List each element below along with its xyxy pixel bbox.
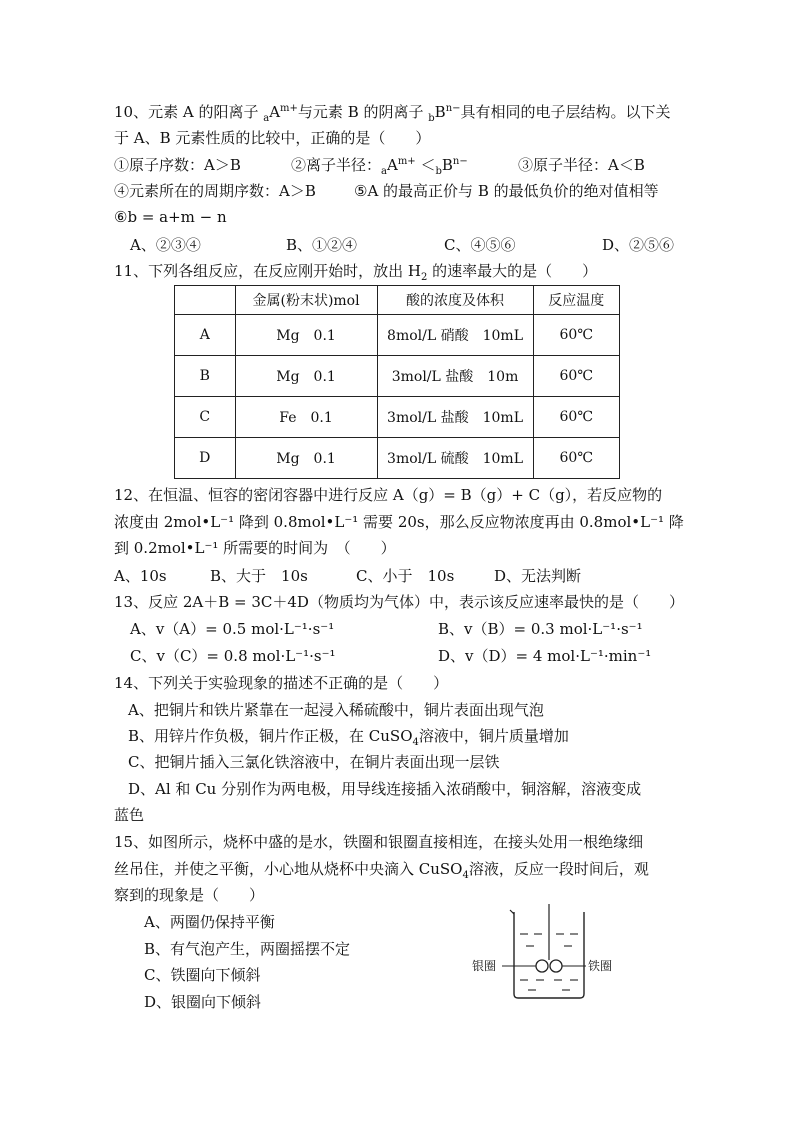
table-cell: Fe 0.1 bbox=[235, 397, 377, 438]
table-row bbox=[175, 356, 620, 397]
table-header-cell: 酸的浓度及体积 bbox=[377, 286, 533, 315]
q13-option-c[interactable]: C、v（C）= 0.8 mol·L⁻¹·s⁻¹ bbox=[130, 647, 336, 665]
q10-option-a[interactable]: A、②③④ bbox=[130, 236, 201, 254]
q13-option-b[interactable]: B、v（B）= 0.3 mol·L⁻¹·s⁻¹ bbox=[438, 620, 643, 638]
table-cell: 8mol/L 硝酸 10mL bbox=[377, 315, 533, 356]
q10-statement-4: ④元素所在的周期序数：A＞B bbox=[114, 182, 316, 200]
silver-ring-label: 银圈 bbox=[472, 959, 497, 973]
q14-option-d-line1[interactable]: D、Al 和 Cu 分别作为两电极，用导线连接插入浓硝酸中，铜溶解，溶液变成 bbox=[128, 780, 642, 798]
table-cell: 60℃ bbox=[533, 438, 620, 479]
table-header-cell: 金属(粉末状)mol bbox=[235, 286, 377, 315]
iron-ring bbox=[550, 960, 562, 972]
table-cell: 3mol/L 硫酸 10mL bbox=[377, 438, 533, 479]
table-cell: C bbox=[175, 397, 236, 438]
beaker-diagram bbox=[470, 904, 630, 1004]
q14-option-a[interactable]: A、把铜片和铁片紧靠在一起浸入稀硫酸中，铜片表面出现气泡 bbox=[128, 701, 544, 719]
q10-option-c[interactable]: C、④⑤⑥ bbox=[444, 236, 516, 254]
table-cell: Mg 0.1 bbox=[235, 438, 377, 479]
q11-stem: 11、下列各组反应，在反应刚开始时，放出 $H_2$ 的速率最大的是（ ） bbox=[114, 262, 598, 283]
q10-stem-line1: 10、元素 A 的阳离子 $_aA^{m+}$与元素 B 的阴离子 $_bB^{n-}$具有相同的电子层结构。以下关 bbox=[114, 103, 671, 124]
table-header-row bbox=[175, 286, 620, 315]
q13-option-a[interactable]: A、v（A）= 0.5 mol·L⁻¹·s⁻¹ bbox=[130, 620, 335, 638]
table-cell: Mg 0.1 bbox=[235, 356, 377, 397]
ion-a-charge-number: a bbox=[263, 113, 270, 124]
table-cell: D bbox=[175, 438, 236, 479]
table-row bbox=[175, 438, 620, 479]
q14-stem: 14、下列关于实验现象的描述不正确的是（ ） bbox=[114, 674, 449, 692]
q12-option-b[interactable]: B、大于 10s bbox=[210, 567, 308, 585]
table-cell: 3mol/L 盐酸 10mL bbox=[377, 397, 533, 438]
q12-option-a[interactable]: A、10s bbox=[114, 567, 167, 585]
q15-stem-line1: 15、如图所示，烧杯中盛的是水，铁圈和银圈直接相连，在接头处用一根绝缘细 bbox=[114, 833, 644, 851]
q15-stem-line2: 丝吊住，并使之平衡，小心地从烧杯中央滴入 CuSO$_4$溶液，反应一段时间后，观 bbox=[114, 860, 649, 881]
q10-statement-2: ②离子半径：$_aA^{m+} <_bB^{n-}$ bbox=[291, 156, 468, 177]
q13-stem: 13、反应 2A＋B = 3C＋4D（物质均为气体）中，表示该反应速率最快的是（ ） bbox=[114, 593, 684, 611]
q10-statement-3: ③原子半径：A＜B bbox=[518, 156, 645, 174]
q11-reaction-table bbox=[174, 285, 620, 479]
table-cell: A bbox=[175, 315, 236, 356]
iron-ring-label: 铁圈 bbox=[588, 959, 613, 973]
q12-stem-line2: 浓度由 2mol•L⁻¹ 降到 0.8mol•L⁻¹ 需要 20s，那么反应物浓度再由 0.8mol•L⁻¹ 降 bbox=[114, 513, 684, 531]
q15-stem-line3: 察到的现象是（ ） bbox=[114, 886, 265, 904]
q10-option-b[interactable]: B、①②④ bbox=[286, 236, 358, 254]
table-row bbox=[175, 315, 620, 356]
q10-stem-line2: 于 A、B 元素性质的比较中，正确的是（ ） bbox=[114, 129, 431, 147]
q10-statement-6: ⑥b = a+m − n bbox=[114, 208, 227, 226]
q10-statement-5: ⑤A 的最高正价与 B 的最低负价的绝对值相等 bbox=[354, 182, 659, 200]
q14-option-b[interactable]: B、用锌片作负极，铜片作正极，在 CuSO$_4$溶液中，铜片质量增加 bbox=[128, 727, 569, 748]
table-cell: 3mol/L 盐酸 10m bbox=[377, 356, 533, 397]
q12-option-d[interactable]: D、无法判断 bbox=[494, 567, 582, 585]
q10-option-d[interactable]: D、②⑤⑥ bbox=[602, 236, 675, 254]
q10-statement-1: ①原子序数：A＞B bbox=[114, 156, 241, 174]
table-cell: Mg 0.1 bbox=[235, 315, 377, 356]
q15-option-d[interactable]: D、银圈向下倾斜 bbox=[144, 993, 262, 1011]
table-header-cell bbox=[175, 286, 236, 315]
q14-option-d-line2: 蓝色 bbox=[114, 806, 145, 824]
table-cell: B bbox=[175, 356, 236, 397]
q12-stem-line3: 到 0.2mol•L⁻¹ 所需要的时间为 （ ） bbox=[114, 539, 396, 557]
q12-stem-line1: 12、在恒温、恒容的密闭容器中进行反应 A（g）= B（g）+ C（g），若反应物的 bbox=[114, 486, 663, 504]
table-row bbox=[175, 397, 620, 438]
table-cell: 60℃ bbox=[533, 315, 620, 356]
q15-option-a[interactable]: A、两圈仍保持平衡 bbox=[144, 913, 275, 931]
q15-option-c[interactable]: C、铁圈向下倾斜 bbox=[144, 966, 261, 984]
table-cell: 60℃ bbox=[533, 356, 620, 397]
q15-option-b[interactable]: B、有气泡产生，两圈摇摆不定 bbox=[144, 940, 351, 958]
q13-option-d[interactable]: D、v（D）= 4 mol·L⁻¹·min⁻¹ bbox=[438, 647, 652, 665]
table-header-cell: 反应温度 bbox=[533, 286, 620, 315]
q12-option-c[interactable]: C、小于 10s bbox=[356, 567, 455, 585]
q14-option-c[interactable]: C、把铜片插入三氯化铁溶液中，在铜片表面出现一层铁 bbox=[128, 753, 500, 771]
table-cell: 60℃ bbox=[533, 397, 620, 438]
silver-ring bbox=[536, 960, 548, 972]
